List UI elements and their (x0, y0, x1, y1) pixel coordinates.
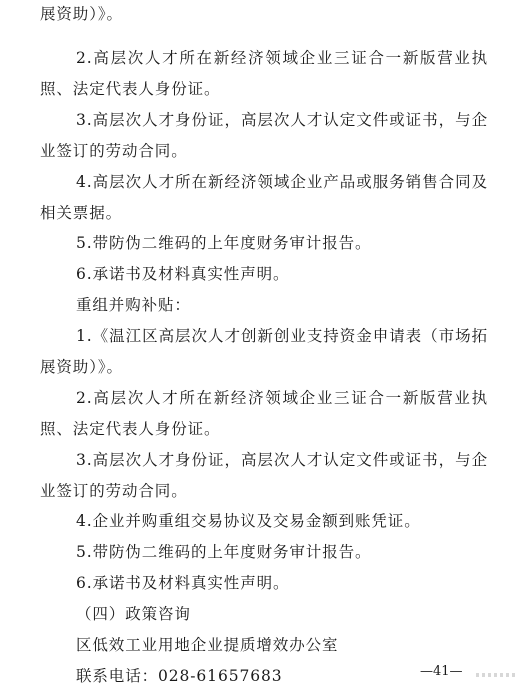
text-line: 1.《温江区高层次人才创新创业支持资金申请表（市场拓 (76, 327, 488, 345)
text-line: 4.企业并购重组交易协议及交易金额到账凭证。 (76, 512, 421, 530)
text-line: 展资助）》。 (40, 358, 123, 376)
text-line: 照、法定代表人身份证。 (40, 80, 221, 98)
text-line: 2.高层次人才所在新经济领域企业三证合一新版营业执 (76, 49, 488, 67)
text-line: 业签订的劳动合同。 (40, 142, 188, 160)
page-number: —41— (420, 664, 463, 679)
text-line: 2.高层次人才所在新经济领域企业三证合一新版营业执 (76, 389, 488, 407)
text-line: 业签订的劳动合同。 (40, 482, 188, 500)
text-line: 相关票据。 (40, 204, 123, 222)
text-line: 3.高层次人才身份证，高层次人才认定文件或证书，与企 (76, 111, 488, 129)
text-line: 5.带防伪二维码的上年度财务审计报告。 (76, 234, 372, 252)
text-line: 6.承诺书及材料真实性声明。 (76, 574, 290, 592)
section-heading: 重组并购补贴： (76, 296, 191, 314)
text-line: 6.承诺书及材料真实性声明。 (76, 265, 290, 283)
contact-office: 区低效工业用地企业提质增效办公室 (76, 636, 339, 654)
contact-phone: 联系电话：028-61657683 (76, 667, 283, 685)
text-line: 4.高层次人才所在新经济领域企业产品或服务销售合同及 (76, 173, 488, 191)
text-line: 5.带防伪二维码的上年度财务审计报告。 (76, 543, 372, 561)
scan-artifact (476, 673, 516, 677)
text-line: 展资助）》。 (40, 5, 123, 23)
text-line: 照、法定代表人身份证。 (40, 420, 221, 438)
text-line: 3.高层次人才身份证，高层次人才认定文件或证书，与企 (76, 451, 488, 469)
section-heading: （四）政策咨询 (76, 605, 191, 623)
